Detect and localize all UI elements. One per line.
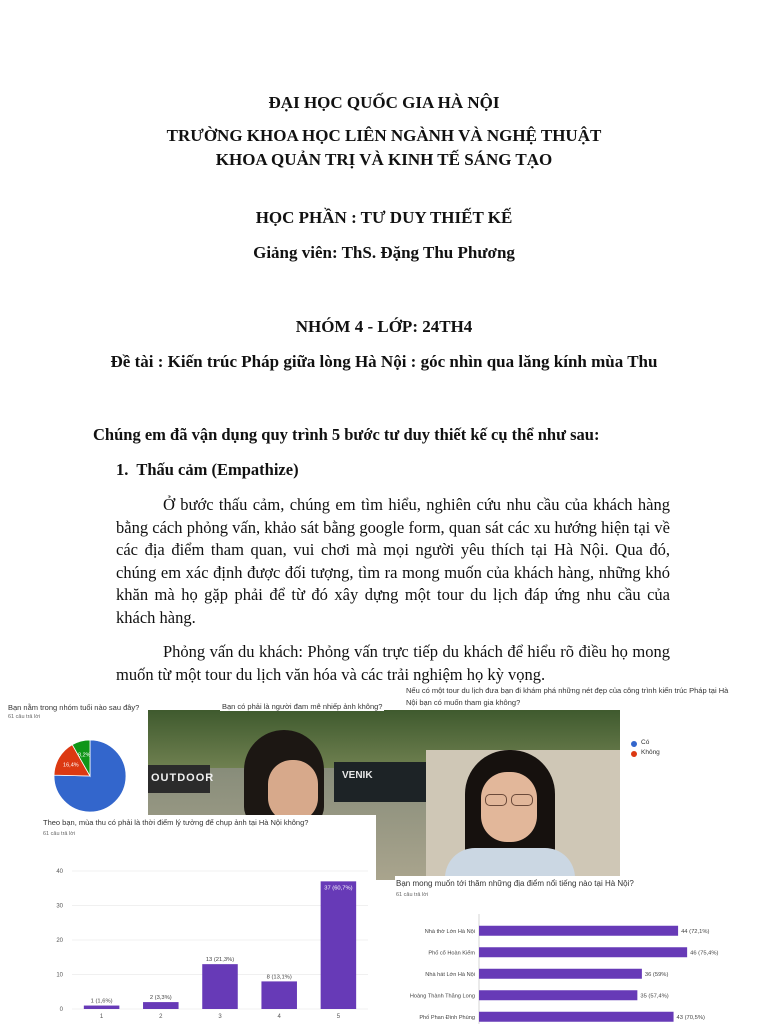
legend-dot-yes	[631, 741, 637, 747]
faculty-title: KHOA QUẢN TRỊ VÀ KINH TẾ SÁNG TẠO	[215, 150, 553, 169]
places-bar-chart	[395, 876, 768, 1024]
y-tick-label: 40	[56, 869, 63, 875]
lecturer-line: Giảng viên: ThS. Đặng Thu Phương	[253, 243, 515, 262]
bar-4	[261, 981, 297, 1009]
bar-3	[202, 964, 238, 1009]
hbar-data-label: 44 (72,1%)	[681, 928, 710, 935]
university-title: ĐẠI HỌC QUỐC GIA HÀ NỘI	[268, 93, 500, 112]
join-tour-legend-panel	[620, 710, 768, 850]
bar-data-label: 8 (13,1%)	[266, 974, 292, 981]
course-title: HỌC PHẦN : TƯ DUY THIẾT KẾ	[255, 208, 513, 227]
category-label: Nhà thờ Lớn Hà Nội	[424, 928, 475, 935]
hbar-3	[479, 990, 637, 1000]
bar-data-label: 2 (3,3%)	[149, 995, 172, 1002]
x-tick-label: 2	[159, 1014, 163, 1020]
group-line: NHÓM 4 - LỚP: 24TH4	[295, 317, 473, 336]
category-label: Hoàng Thành Thăng Long	[409, 993, 475, 1000]
intro-line: Chúng em đã vận dụng quy trình 5 bước tư duy thiết kế cụ thể như sau:	[93, 425, 600, 444]
bar-data-label: 13 (21,3%)	[205, 957, 235, 964]
autumn-response-count: 61 câu trả lời	[43, 831, 76, 837]
photography-question: Bạn có phải là người đam mê nhiếp ảnh không?	[222, 702, 383, 711]
hbar-2	[479, 969, 642, 979]
pie-slice-label-2: 8,2%	[78, 752, 91, 759]
hbar-data-label: 36 (59%)	[644, 971, 669, 978]
x-tick-label: 3	[218, 1014, 222, 1020]
places-response-count: 61 câu trả lời	[396, 892, 429, 898]
legend-label-no: Không	[641, 749, 660, 756]
age-pie-chart	[0, 698, 148, 818]
join-tour-question-line2: Nội bạn có muốn tham gia không?	[406, 698, 521, 707]
hbar-4	[479, 1012, 674, 1022]
places-question: Bạn mong muốn tới thăm những địa điểm nổi tiếng nào tại Hà Nội?	[396, 879, 634, 888]
hbar-data-label: 43 (70,5%)	[676, 1014, 705, 1021]
category-label: Nhà hát Lớn Hà Nội	[425, 971, 475, 978]
age-survey-panel	[0, 698, 148, 818]
category-label: Phố cổ Hoàn Kiếm	[428, 950, 475, 957]
age-response-count: 61 câu trả lời	[8, 714, 41, 720]
y-tick-label: 10	[56, 972, 63, 979]
interviewee-person	[443, 750, 573, 880]
autumn-bar-chart	[38, 815, 376, 1024]
bar-2	[143, 1002, 179, 1009]
school-title: TRƯỜNG KHOA HỌC LIÊN NGÀNH VÀ NGHỆ THUẬT	[166, 126, 602, 145]
legend-dot-no	[631, 751, 637, 757]
hbar-1	[479, 947, 687, 957]
hbar-data-label: 35 (57,4%)	[640, 993, 669, 1000]
topic-line: Đề tài : Kiến trúc Pháp giữa lòng Hà Nội : góc nhìn qua lăng kính mùa Thu	[110, 352, 658, 371]
x-tick-label: 4	[277, 1014, 281, 1020]
bar-data-label: 1 (1,6%)	[90, 998, 113, 1005]
join-tour-question-line1: Nếu có một tour du lịch đưa bạn đi khám phá những nét đẹp của công trình kiến trúc Pháp tại Hà	[406, 686, 729, 695]
step1-heading: 1. Thấu cảm (Empathize)	[116, 460, 299, 479]
paragraph-empathize: Ở bước thấu cảm, chúng em tìm hiểu, nghiên cứu nhu cầu của khách hàng bằng cách phỏng vấn, khảo sát bằng google form, quan sát các xu hướng hiện tại về các địa điểm tham quan, vui chơi mà mọi người yêu thích tại Hà Nội. Qua đó, chúng em xác định được đối tượng, tìm ra mong muốn của khách hàng, những khó khăn mà họ gặp phải để từ đó xây dựng một tour du lịch đáp ứng nhu cầu của khách hàng.	[116, 495, 670, 627]
join-tour-panel	[405, 684, 768, 710]
autumn-question: Theo bạn, mùa thu có phải là thời điểm lý tưởng để chụp ảnh tại Hà Nội không?	[43, 818, 309, 827]
age-question: Bạn nằm trong nhóm tuổi nào sau đây?	[8, 703, 140, 712]
paragraph-interview: Phỏng vấn du khách: Phỏng vấn trực tiếp du khách để hiểu rõ điều họ mong muốn từ một tour du lịch văn hóa và các trải nghiệm họ kỳ vọng.	[116, 642, 670, 684]
y-tick-label: 0	[59, 1007, 63, 1013]
places-survey-panel	[395, 876, 768, 1024]
hbar-0	[479, 926, 678, 936]
y-tick-label: 30	[56, 903, 63, 910]
shop-sign-venik	[334, 762, 426, 802]
x-tick-label: 5	[336, 1014, 341, 1020]
category-label: Phố Phan Đình Phùng	[419, 1014, 475, 1021]
pie-slice-label-1: 16,4%	[63, 762, 79, 769]
shop-sign-venik-text: VENIK	[342, 770, 373, 781]
bar-data-label: 37 (60,7%)	[324, 885, 353, 892]
legend-label-yes: Có	[641, 739, 650, 746]
y-tick-label: 20	[56, 938, 63, 944]
autumn-survey-panel	[38, 815, 376, 1024]
bar-1	[84, 1006, 120, 1009]
shop-sign-outdoor-text: OUTDOOR	[151, 772, 215, 784]
hbar-data-label: 46 (75,4%)	[690, 950, 719, 957]
bar-5	[321, 881, 357, 1009]
x-tick-label: 1	[99, 1014, 104, 1020]
